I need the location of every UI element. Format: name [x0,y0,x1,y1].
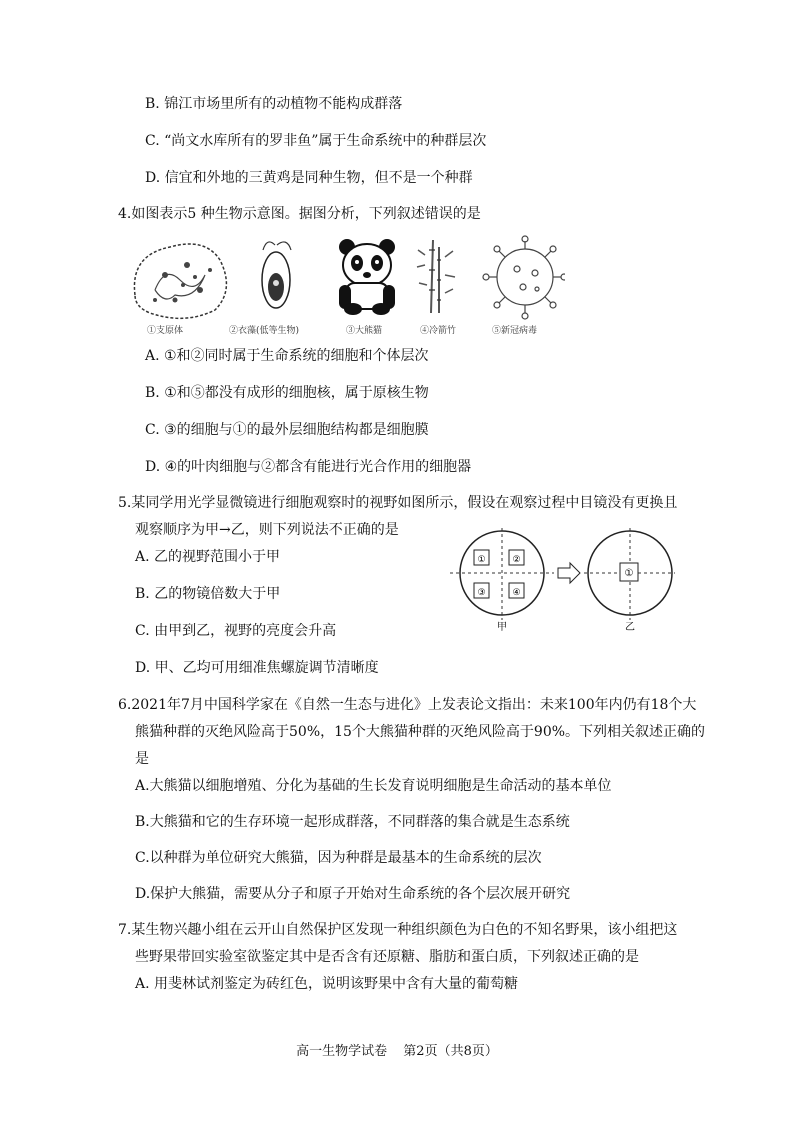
cell-2-label: ② [512,555,521,565]
q5-microscope-figure [450,526,675,636]
caption-coronavirus: ⑤新冠病毒 [492,326,538,336]
chlamydomonas-illustration [262,242,291,308]
bamboo-illustration [417,240,455,313]
cell-3-label: ③ [477,588,486,598]
q6-option-d: D.保护大熊猫，需要从分子和原子开始对生命系统的各个层次展开研究 [135,886,571,902]
arrow-icon [558,563,580,583]
caption-mycoplasma: ①支原体 [147,326,184,336]
caption-panda: ③大熊猫 [346,326,383,336]
q6-stem-line3: 是 [135,751,149,767]
q6-option-b: B.大熊猫和它的生存环境一起形成群落，不同群落的集合就是生态系统 [135,814,570,830]
q5-option-a: A. 乙的视野范围小于甲 [135,549,281,565]
footer-title: 高一生物学试卷 [296,1044,388,1059]
q3-option-d: D. 信宜和外地的三黄鸡是同种生物，但不是一个种群 [145,170,473,186]
q6-option-a: A.大熊猫以细胞增殖、分化为基础的生长发育说明细胞是生命活动的基本单位 [135,778,612,794]
q4-option-c: C. ③的细胞与①的最外层细胞结构都是细胞膜 [145,422,429,438]
caption-bamboo: ④冷箭竹 [420,326,457,336]
q5-option-c: C. 由甲到乙，视野的亮度会升高 [135,623,337,639]
label-yi: 乙 [625,622,635,633]
mycoplasma-illustration [134,244,226,318]
q3-option-b: B. 锦江市场里所有的动植物不能构成群落 [145,96,403,112]
q3-option-c: C. “尚文水库所有的罗非鱼”属于生命系统中的种群层次 [145,133,487,149]
q5-option-d: D. 甲、乙均可用细准焦螺旋调节清晰度 [135,660,379,676]
page-footer [0,1040,794,1059]
q6-option-c: C.以种群为单位研究大熊猫，因为种群是最基本的生命系统的层次 [135,850,542,866]
q7-stem-line2: 些野果带回实验室欲鉴定其中是否含有还原糖、脂肪和蛋白质，下列叙述正确的是 [135,949,639,965]
q5-option-b: B. 乙的物镜倍数大于甲 [135,586,281,602]
zoomed-cell-label: ① [624,568,634,579]
q5-stem-line1: 5.某同学用光学显微镜进行细胞观察时的视野如图所示，假设在观察过程中目镜没有更换且 [118,495,678,511]
q4-option-a: A. ①和②同时属于生命系统的细胞和个体层次 [145,348,429,364]
q6-stem-line1: 6.2021年7月中国科学家在《自然一生态与进化》上发表论文指出：未来100年内仍有18个大 [118,697,697,713]
cell-4-label: ④ [512,588,521,598]
q4-option-d: D. ④的叶肉细胞与②都含有能进行光合作用的细胞器 [145,459,472,475]
q6-stem-line2: 熊猫种群的灭绝风险高于50%，15个大熊猫种群的灭绝风险高于90%。下列相关叙述正确的 [135,724,706,740]
cell-1-label: ① [477,555,486,565]
q4-stem: 4.如图表示5 种生物示意图。据图分析，下列叙述错误的是 [118,206,481,222]
label-jia: 甲 [497,622,507,633]
q7-option-a: A. 用斐林试剂鉴定为砖红色，说明该野果中含有大量的葡萄糖 [135,976,519,992]
panda-illustration [339,239,395,315]
footer-page-number: 第2页（共8页） [403,1044,498,1059]
q7-stem-line1: 7.某生物兴趣小组在云开山自然保护区发现一种组织颜色为白色的不知名野果，该小组把这 [118,922,678,938]
q5-stem-line2: 观察顺序为甲→乙，则下列说法不正确的是 [135,522,399,538]
caption-chlamydomonas: ②衣藻(低等生物) [229,326,300,336]
q4-option-b: B. ①和⑤都没有成形的细胞核，属于原核生物 [145,385,429,401]
coronavirus-illustration [483,236,565,319]
